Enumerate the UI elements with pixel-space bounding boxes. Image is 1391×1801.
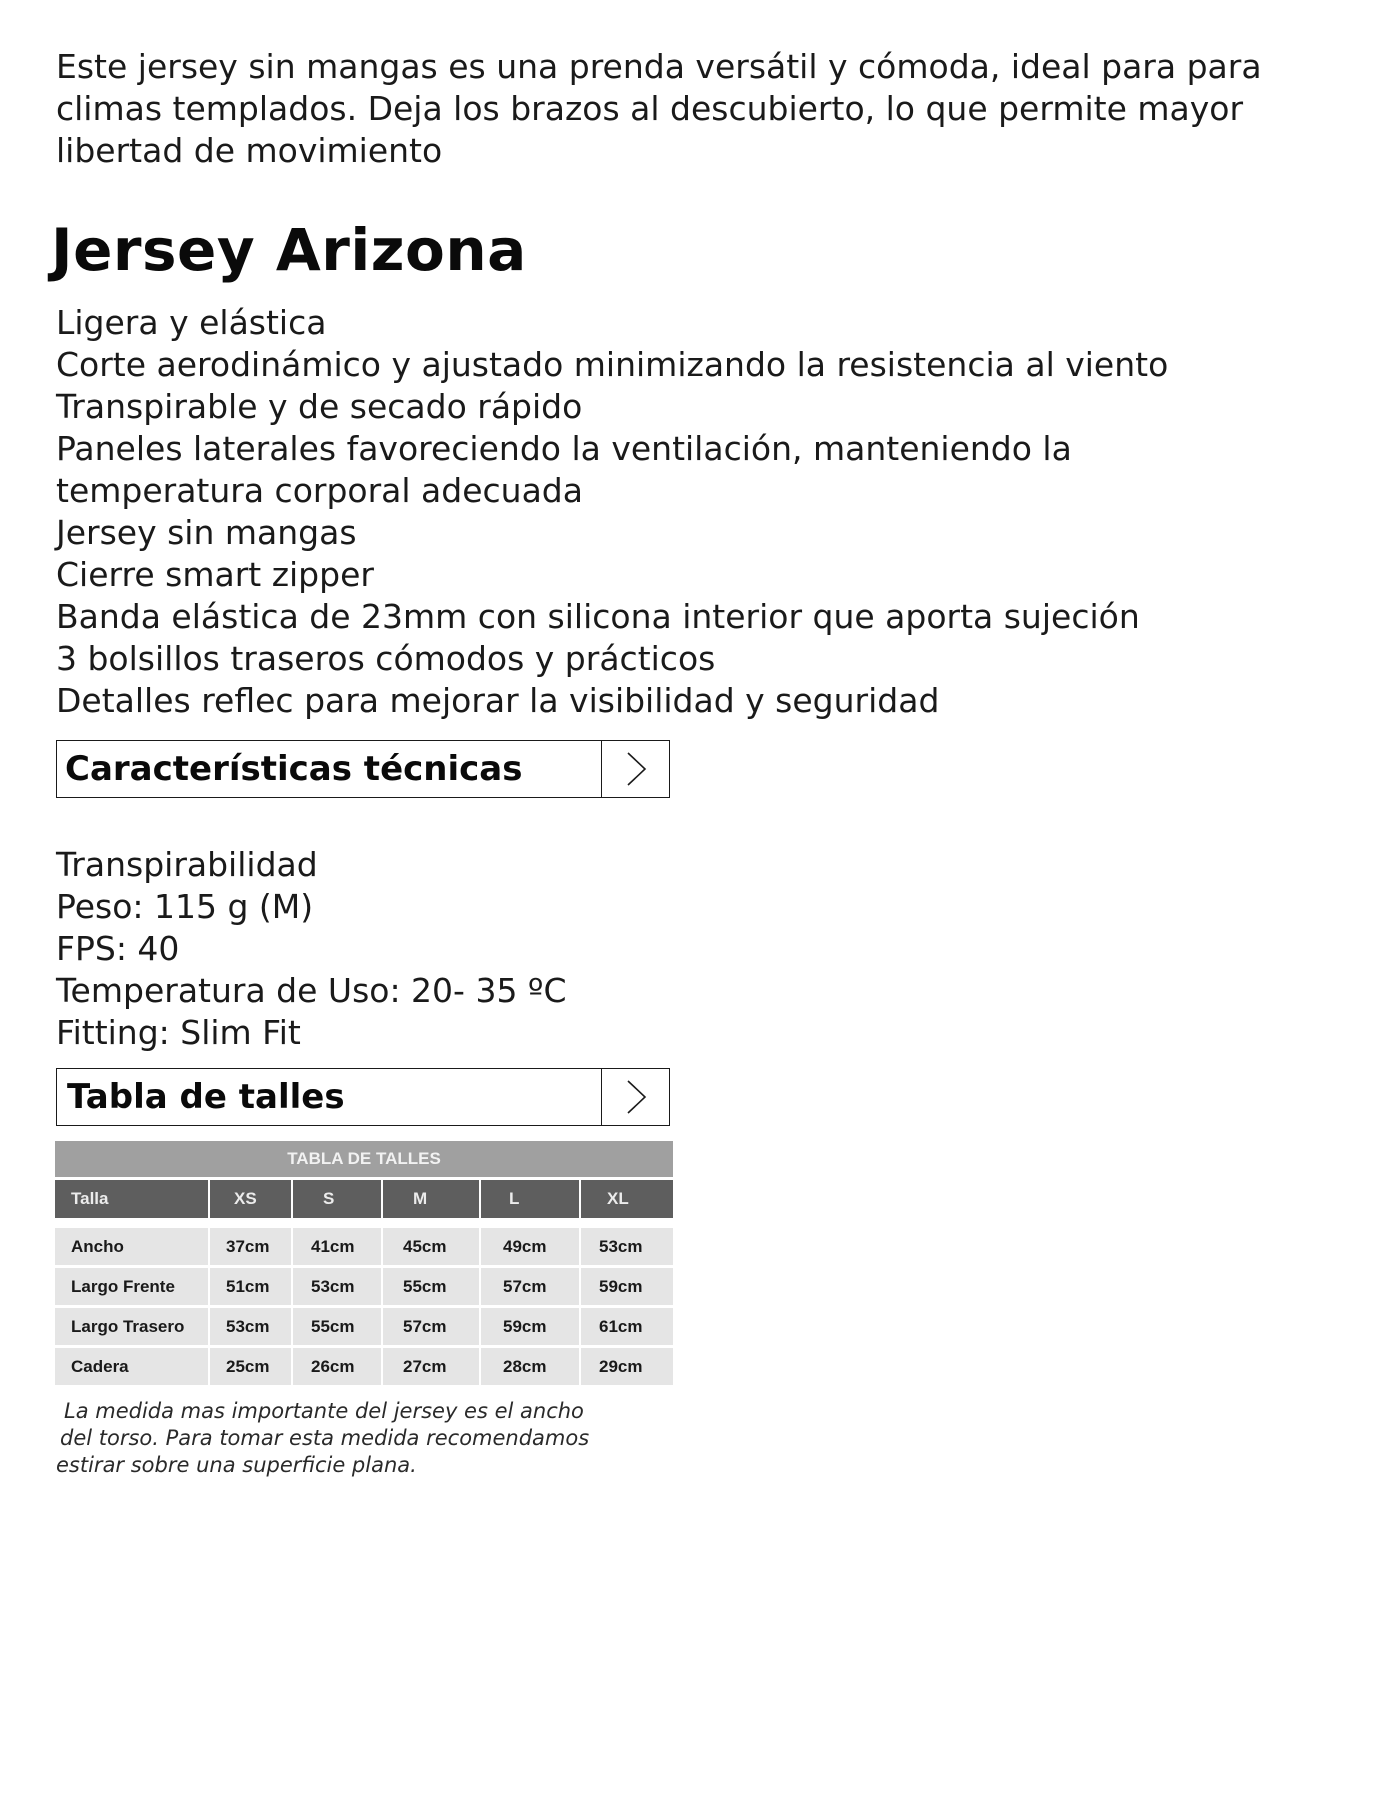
table-row: [55, 1228, 673, 1265]
product-title: Jersey Arizona: [51, 216, 527, 284]
header-cell: S: [293, 1180, 383, 1218]
feature-item: Cierre smart zipper: [56, 555, 374, 594]
caracteristicas-tecnicas-button[interactable]: [56, 740, 670, 798]
table-cell: 59cm: [581, 1268, 673, 1305]
header-cell: Talla: [55, 1180, 210, 1218]
size-table-body: [55, 1228, 673, 1385]
tabla-de-talles-button[interactable]: [56, 1068, 670, 1126]
feature-item: Corte aerodinámico y ajustado minimizando la resistencia al viento: [56, 345, 1169, 384]
intro-line: Este jersey sin mangas es una prenda versátil y cómoda, ideal para para: [56, 47, 1262, 86]
size-table: [55, 1141, 673, 1388]
header-cell: M: [383, 1180, 481, 1218]
intro-paragraph: [56, 46, 1286, 172]
row-label: Cadera: [55, 1348, 210, 1385]
table-cell: 28cm: [481, 1348, 581, 1385]
table-cell: 41cm: [293, 1228, 383, 1265]
size-table-title: TABLA DE TALLES: [55, 1141, 673, 1177]
note-line: La medida mas importante del jersey es el ancho: [64, 1399, 584, 1423]
table-cell: 61cm: [581, 1308, 673, 1345]
note-line: estirar sobre una superficie plana.: [56, 1453, 417, 1477]
chevron-right-icon[interactable]: [601, 741, 669, 797]
header-cell: XS: [210, 1180, 293, 1218]
size-table-header: [55, 1180, 673, 1218]
table-cell: 53cm: [210, 1308, 293, 1345]
table-cell: 57cm: [383, 1308, 481, 1345]
table-cell: 29cm: [581, 1348, 673, 1385]
feature-item: Detalles reflec para mejorar la visibilidad y seguridad: [56, 681, 940, 720]
spec-item: FPS: 40: [56, 929, 180, 968]
note-line: del torso. Para tomar esta medida recomendamos: [60, 1426, 590, 1450]
table-cell: 57cm: [481, 1268, 581, 1305]
feature-item: 3 bolsillos traseros cómodos y prácticos: [56, 639, 716, 678]
table-cell: 51cm: [210, 1268, 293, 1305]
feature-item: Banda elástica de 23mm con silicona interior que aporta sujeción: [56, 597, 1140, 636]
chevron-right-icon[interactable]: [601, 1069, 669, 1125]
table-cell: 59cm: [481, 1308, 581, 1345]
chevron-right-icon-shape: [623, 1078, 649, 1116]
caracteristicas-tecnicas-label: Características técnicas: [65, 749, 523, 789]
header-cell: XL: [581, 1180, 673, 1218]
feature-item: Ligera y elástica: [56, 303, 327, 342]
feature-item: Paneles laterales favoreciendo la ventilación, manteniendo la: [56, 429, 1072, 468]
table-cell: 49cm: [481, 1228, 581, 1265]
intro-line: climas templados. Deja los brazos al descubierto, lo que permite mayor: [56, 89, 1244, 128]
spec-item: Transpirabilidad: [56, 845, 318, 884]
table-cell: 27cm: [383, 1348, 481, 1385]
spec-item: Temperatura de Uso: 20- 35 ºC: [56, 971, 567, 1010]
table-cell: 53cm: [293, 1268, 383, 1305]
table-cell: 55cm: [383, 1268, 481, 1305]
row-label: Ancho: [55, 1228, 210, 1265]
feature-item: Transpirable y de secado rápido: [56, 387, 583, 426]
row-label: Largo Frente: [55, 1268, 210, 1305]
intro-line: libertad de movimiento: [56, 131, 443, 170]
feature-item: temperatura corporal adecuada: [56, 471, 583, 510]
table-cell: 53cm: [581, 1228, 673, 1265]
header-cell: L: [481, 1180, 581, 1218]
features-list: [56, 302, 1286, 722]
spec-item: Peso: 115 g (M): [56, 887, 314, 926]
table-row: [55, 1268, 673, 1305]
feature-item: Jersey sin mangas: [56, 513, 357, 552]
table-cell: 25cm: [210, 1348, 293, 1385]
sizing-note: [56, 1398, 616, 1479]
chevron-right-icon-shape: [623, 750, 649, 788]
spec-item: Fitting: Slim Fit: [56, 1013, 301, 1052]
table-cell: 26cm: [293, 1348, 383, 1385]
table-cell: 37cm: [210, 1228, 293, 1265]
table-row: [55, 1348, 673, 1385]
tabla-de-talles-label: Tabla de talles: [67, 1077, 345, 1117]
table-cell: 55cm: [293, 1308, 383, 1345]
table-cell: 45cm: [383, 1228, 481, 1265]
specs-list: [56, 844, 567, 1054]
table-row: [55, 1308, 673, 1345]
row-label: Largo Trasero: [55, 1308, 210, 1345]
